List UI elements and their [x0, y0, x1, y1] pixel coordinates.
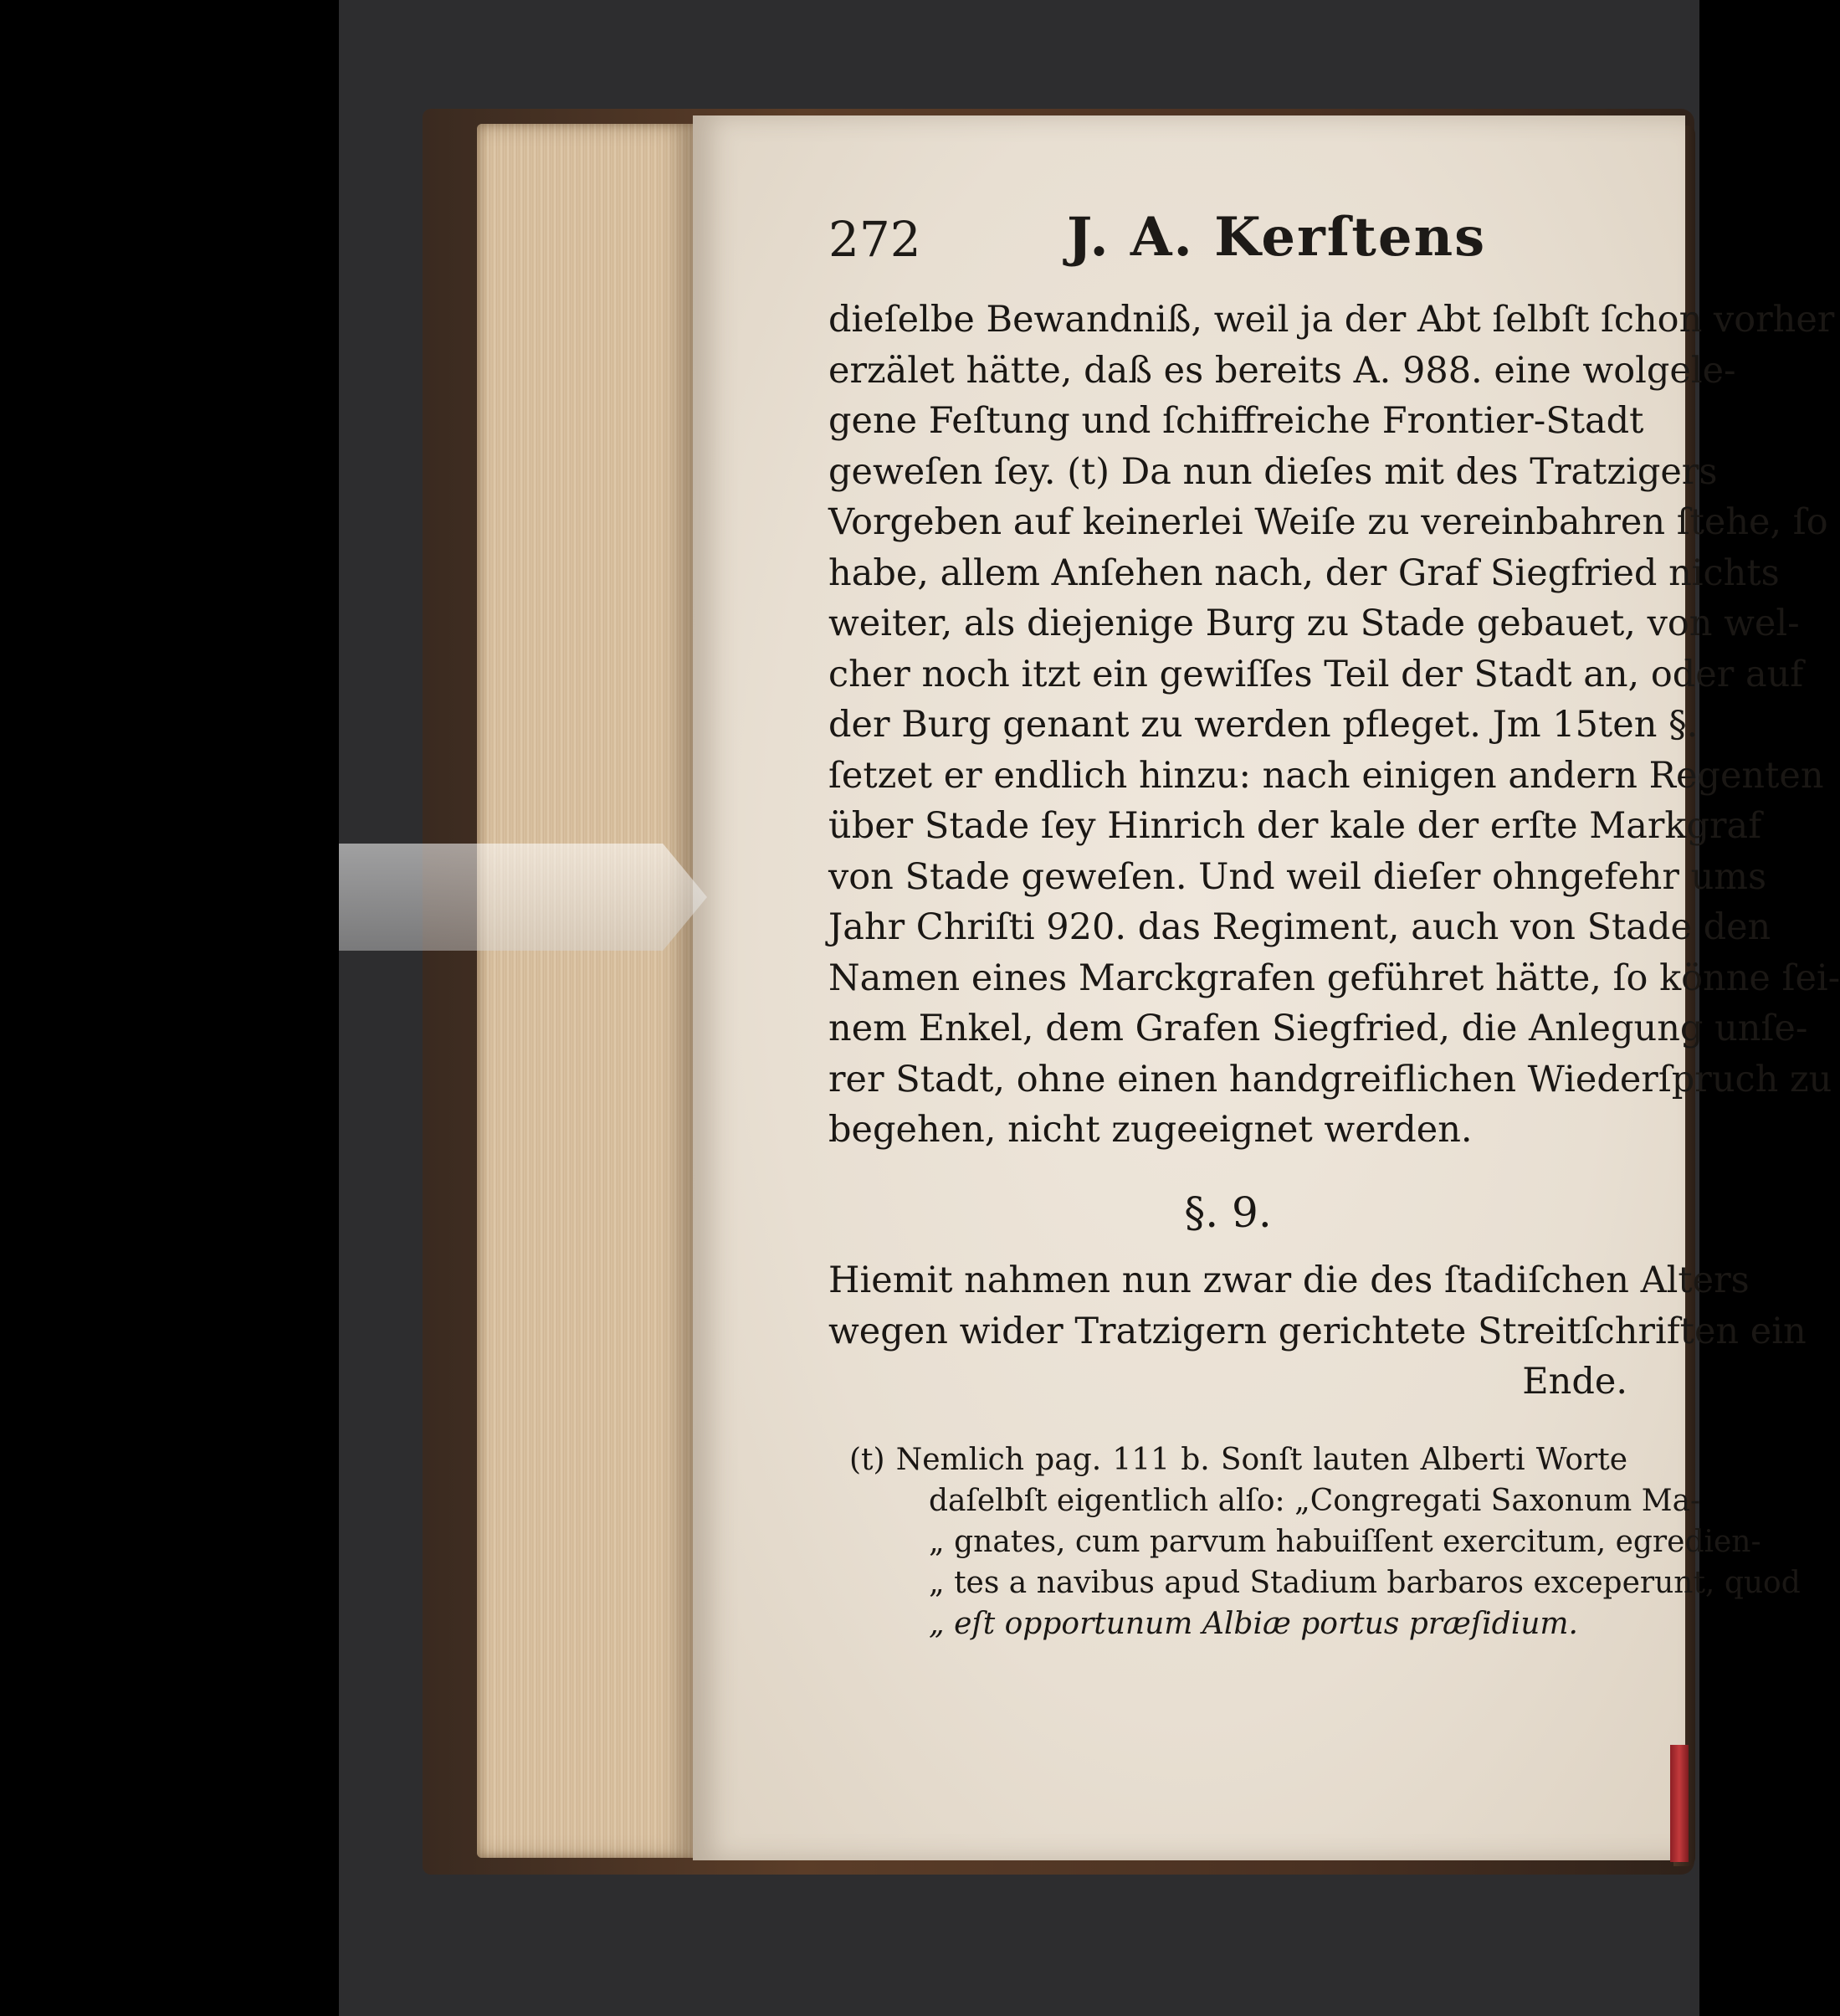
text-line: Namen eines Marckgrafen geführet hätte, ſo könne ſei-: [828, 957, 1840, 999]
text-line: Hiemit nahmen nun zwar die des ſtadiſchen Alters: [828, 1259, 1750, 1301]
footnote: [849, 1439, 1801, 1644]
footnote-line: „ tes a navibus apud Stadium barbaros exceperunt, quod: [929, 1566, 1801, 1600]
text-line: begehen, nicht zugeeignet werden.: [828, 1109, 1473, 1151]
text-line: nem Enkel, dem Grafen Siegfried, die Anlegung unſe-: [828, 1008, 1808, 1049]
section-heading: §. 9.: [1184, 1188, 1272, 1237]
text-line: von Stade geweſen. Und weil dieſer ohngefehr ums: [828, 855, 1767, 898]
text-line: cher noch itzt ein gewiſſes Teil der Stadt an, oder auf: [828, 653, 1804, 695]
text-line: erzälet hätte, daß es bereits A. 988. eine wolgele-: [828, 349, 1736, 392]
text-line: Ende.: [1522, 1361, 1627, 1403]
text-line: weiter, als diejenige Burg zu Stade gebauet, von wel-: [828, 603, 1800, 644]
text-line: Vorgeben auf keinerlei Weiſe zu vereinbahren ſtehe, ſo: [828, 501, 1828, 543]
text-line: habe, allem Anſehen nach, der Graf Siegfried nichts: [828, 551, 1780, 594]
text-line: geweſen ſey. (t) Da nun dieſes mit des Tratzigers: [828, 450, 1718, 493]
page-header: [828, 206, 1648, 271]
page-number: 272: [828, 211, 921, 268]
text-line: wegen wider Tratzigern gerichtete Streitſchriften ein: [828, 1310, 1807, 1352]
text-line: dieſelbe Bewandniß, weil ja der Abt ſelbſt ſchon vorher: [828, 299, 1835, 341]
footnote-line: (t) Nemlich pag. 111 b. Sonſt lauten Alberti Worte: [849, 1443, 1627, 1477]
footnote-line: daſelbſt eigentlich alſo: „Congregati Saxonum Ma-: [929, 1484, 1701, 1518]
text-line: rer Stadt, ohne einen handgreiflichen Wiederſpruch zu: [828, 1058, 1832, 1100]
text-line: ſetzet er endlich hinzu: nach einigen andern Regenten: [828, 754, 1824, 797]
footnote-line: „ gnates, cum parvum habuiſſent exercitum, egredien-: [929, 1525, 1761, 1559]
main-paragraph: [828, 295, 1840, 1156]
footnote-line: „ eſt opportunum Albiæ portus præſidium.: [929, 1607, 1578, 1641]
second-paragraph: [828, 1255, 1807, 1408]
running-head: J. A. Kerſtens: [1067, 206, 1487, 269]
text-line: der Burg genant zu werden pfleget. Jm 15ten §.: [828, 704, 1699, 746]
text-line: gene Feſtung und ſchiffreiche Frontier-Stadt: [828, 400, 1644, 442]
text-line: Jahr Chriſti 920. das Regiment, auch von Stade den: [828, 906, 1771, 948]
text-line: über Stade ſey Hinrich der kale der erſte Markgraf: [828, 805, 1762, 847]
